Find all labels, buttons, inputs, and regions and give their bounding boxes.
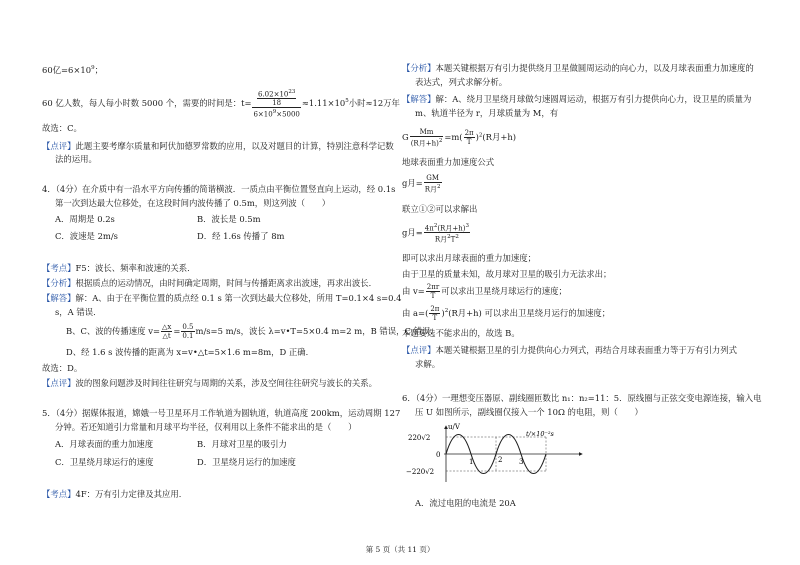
q5-solution-d: 即可以求出月球表面的重力加速度； [402, 253, 536, 263]
question-4-option-a: A．周期是 0.2s [55, 214, 115, 224]
q5-knowledge-point: 【考点】4F：万有引力定律及其应用． [42, 489, 188, 499]
q5-comment: 【点评】本题关键根据卫星的引力提供向心力列式，再结合月球表面重力等于万有引力列式 [402, 345, 737, 355]
answer-line: 故选：C。 [42, 123, 82, 133]
tick-label-2: 2 [498, 456, 503, 464]
comment-line-cont: 法的运用。 [55, 154, 97, 164]
question-5-option-a: A．月球表面的重力加速度 [55, 439, 154, 449]
q5-solution-a: 【解答】解：A、绕月卫星绕月球做匀速圆周运动，根据万有引力提供向心力，设卫星的质量为 [402, 94, 752, 104]
q5-answer: 本题要选不能求出的，故选 B。 [402, 328, 520, 338]
q5-solution-c: 联立①②可以求解出 [402, 204, 478, 214]
question-5-stem-cont: 分钟。若还知道引力常量和月球平均半径，仅利用以上条件不能求出的是（ ） [55, 422, 357, 432]
q5-solution-g: 由 a=( $\frac{2\pi}{T}$ )$^2$(R月+h) 可以求出卫星绕月运行的加速度； [402, 305, 611, 322]
tick-label-3: 3 [519, 458, 524, 466]
equation-3: g月= $\frac{4\pi^2(R月+h)^3}{R月^2T^2}$ [402, 223, 469, 244]
question-5-option-d: D．卫星绕月运行的加速度 [197, 457, 296, 467]
question-6-stem-cont: 压 U 如图所示，副线圈仅接入一个 10Ω 的电阻，则（ ） [415, 407, 643, 417]
time-fraction: $\frac{\frac{6.02\times 10^{23}}{18}}{6\times 10^9\times 5000}$ [253, 89, 300, 119]
equation-2: g月= $\frac{GM}{R月^2}$ [402, 174, 441, 194]
question-4-stem: 4．（4分）在介质中有一沿水平方向传播的简谐横波．一质点由平衡位置竖直向上运动，经 0.1s [42, 184, 396, 194]
q4-comment: 【点评】波的图象问题涉及时间往往研究与周期的关系，涉及空间往往研究与波长的关系。 [42, 378, 377, 388]
q5-analysis-cont: 表达式，列式求解分析。 [415, 77, 508, 87]
tick-label-1: 1 [469, 458, 474, 466]
q5-comment-cont: 求解。 [415, 359, 441, 369]
q5-solution-e: 由于卫星的质量未知，故月球对卫星的吸引力无法求出； [402, 269, 612, 279]
q4-solution-d: D、经 1.6 s 波传播的距离为 x=v•△t=5×1.6 m=8m，D 正确． [66, 347, 315, 357]
page-footer: 第 5 页（共 11 页） [365, 545, 435, 554]
calc-line-1: 60亿$=6\times 10^9$； [42, 64, 103, 75]
q4-solution-a-cont: s，A 错误． [55, 307, 102, 317]
q4-solution-a: 【解答】解：A、由于在平衡位置的质点经 0.1 s 第一次到达最大位移处，所用 T=0.1×4 s=0.4 [42, 293, 402, 303]
comment-line: 【点评】此题主要考摩尔质量和阿伏加德罗常数的应用，以及对题目的计算，特别注意科学记数 [42, 141, 394, 151]
question-4-option-b: B．波长是 0.5m [197, 214, 261, 224]
q4-analysis: 【分析】根据质点的运动情况，由时间确定周期，时间与传播距离求出波速，再求出波长． [42, 278, 377, 288]
y-min-label: −220√2 [406, 468, 435, 476]
question-4-option-c: C．波速是 2m/s [55, 231, 118, 241]
q5-solution-f: 由 v= $\frac{2\pi r}{T}$ 可以求出卫星绕月球运行的速度； [402, 283, 567, 300]
question-4-stem-cont: 第一次到达最大位移处，在这段时间内波传播了 0.5m，则这列波（ ） [55, 198, 331, 208]
calc-line-2: 60 亿人数，每人每小时数 5000 个，需要的时间是：t= $\frac{\frac{6.02\times 10^{23}}{18}}{6\times 10^9\times 5000}$ $\approx 1.11\times 10^5$小时≈12万年 [42, 89, 400, 119]
q5-solution-b: 地球表面重力加速度公式 [402, 157, 495, 167]
question-4-option-d: D．经 1.6s 传播了 8m [197, 231, 285, 241]
equation-1: G $\frac{Mm}{(R月+h)^2}$ =m( $\frac{2\pi}{T}$ )$^2$(R月+h) [402, 128, 517, 148]
q5-analysis: 【分析】本题关键根据万有引力提供绕月卫星做圆周运动的向心力，以及月球表面重力加速度的 [402, 63, 754, 73]
question-5-option-b: B．月球对卫星的吸引力 [197, 439, 287, 449]
y-axis-label: u/V [448, 423, 460, 431]
comment-tag: 【点评】 [42, 141, 76, 151]
q4-knowledge-point: 【考点】F5：波长、频率和波速的关系． [42, 263, 196, 273]
q4-solution-bc: B、C、波的传播速度 v= $\frac{\triangle x}{\triangle t}$ = $\frac{0.5}{0.1}$ m/s=5 m/s，波长 λ=v•T=5×0.4 m=2 m，B 错误，C 错误． [66, 323, 439, 340]
question-6-stem: 6．（4分）一理想变压器原、副线圈匝数比 n₁：n₂=11：5．原线圈与正弦交变电源连接，输入电 [402, 393, 762, 403]
q4-answer: 故选：D。 [42, 363, 83, 373]
q5-solution-a-cont: m、轨道半径为 r，月球质量为 M，有 [415, 108, 559, 118]
right-column [402, 0, 767, 565]
question-6-option-a: A．流过电阻的电流是 20A [415, 498, 516, 508]
question-5-option-c: C．卫星绕月球运行的速度 [55, 457, 154, 467]
voltage-waveform-graph [406, 422, 586, 484]
x-axis-label: t/×10⁻²s [526, 430, 554, 438]
question-5-stem: 5．（4分）据媒体报道，嫦娥一号卫星环月工作轨道为圆轨道，轨道高度 200km，运动周期 127 [42, 408, 401, 418]
zero-label: 0 [436, 451, 441, 459]
y-max-label: 220√2 [408, 434, 431, 442]
